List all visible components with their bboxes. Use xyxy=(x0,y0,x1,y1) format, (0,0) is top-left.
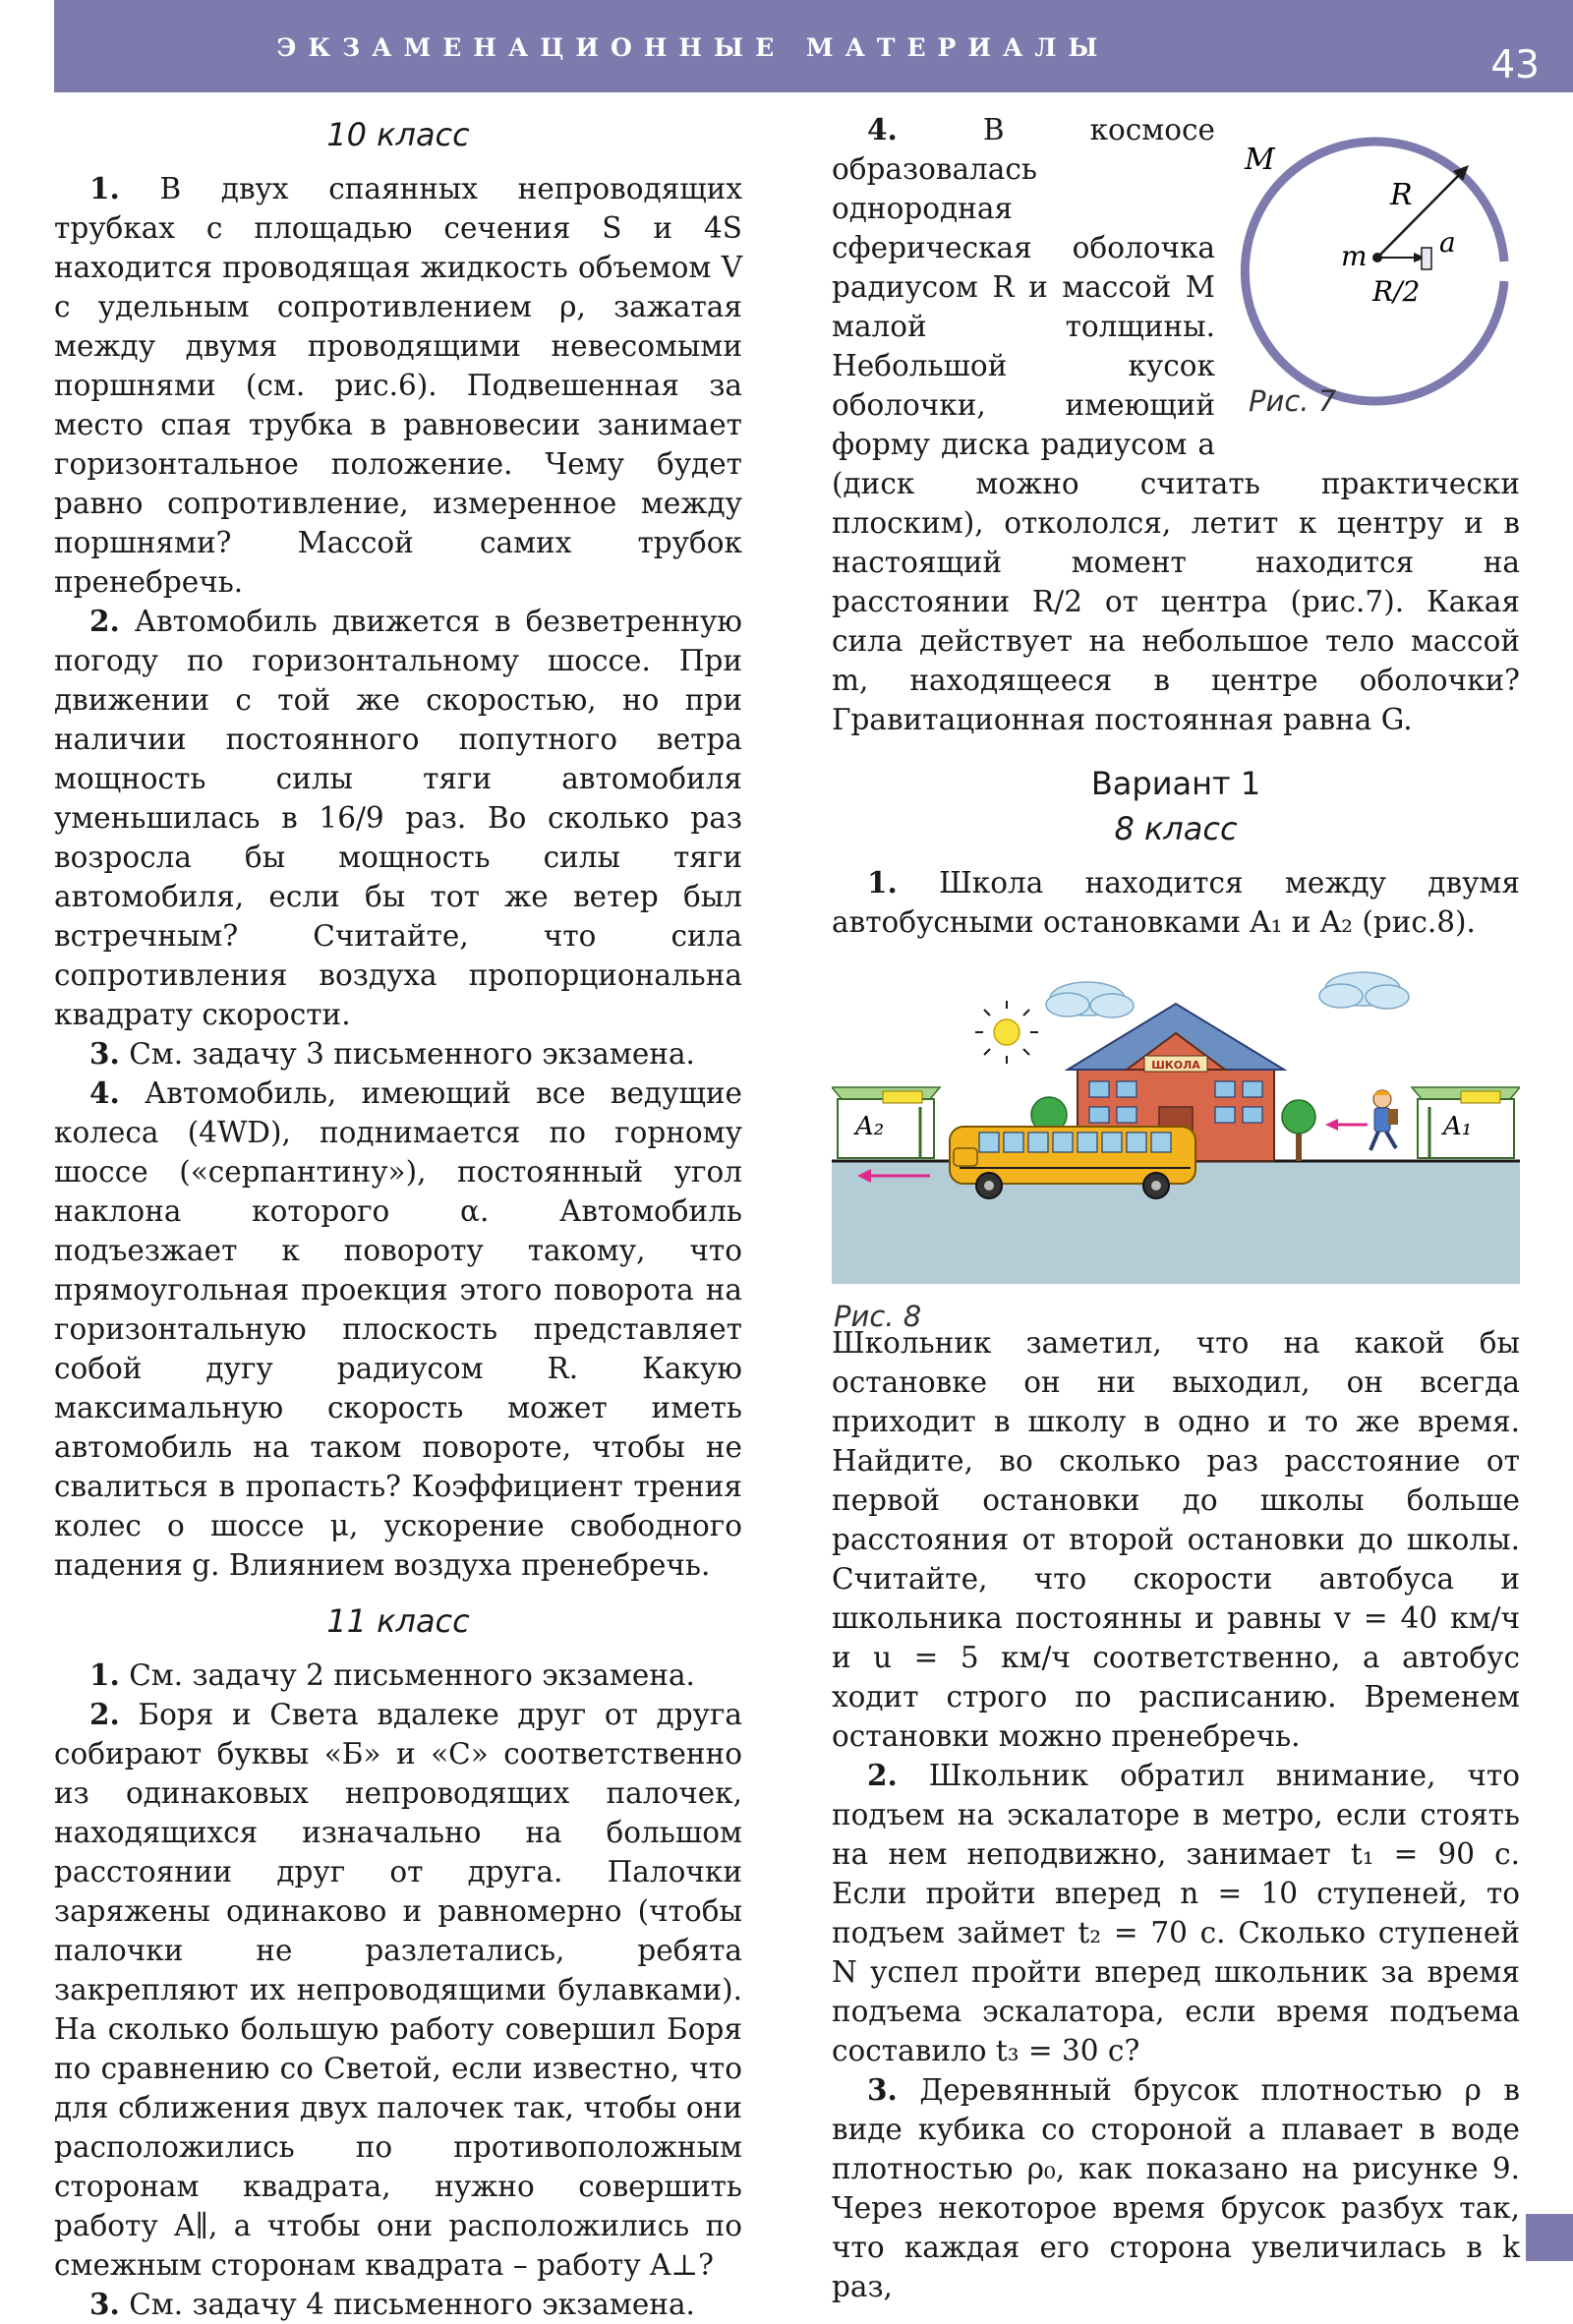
grade-11-heading: 11 класс xyxy=(326,1602,470,1640)
tree-icon xyxy=(1282,1100,1315,1161)
page-header xyxy=(54,0,1573,92)
problem-10-4-right: 4. В космосе образовалась однородная сферическая оболочка радиусом R и массой M малой толщины. Небольшой кусок оболочки, имеющий форму диска радиусом a (диск можно считать практически плоским), откололся, летит к центру и в настоящий момент находится на расстоянии R/2 от центра (рис.7). Какая сила действует на небольшое тело массой m, находящееся в центре оболочки? Гравитационная постоянная равна G. xyxy=(832,112,1520,736)
cloud-icon xyxy=(1046,982,1134,1017)
problem-10-4: 4. Автомобиль, имеющий все ведущие колеса (4WD), поднимается по горному шоссе («серпантину»), постоянный угол наклона которого α. Автомобиль подъезжает к повороту такому, что прямоугольная проекция этого поворота на горизонтальную плоскость представляет собой дугу радиусом R. Какую максимальную скорость может иметь автомобиль на таком повороте, чтобы не свалиться в пропасть? Коэффициент трения колес о шоссе μ, ускорение свободного падения g. Влиянием воздуха пренебречь. xyxy=(54,1075,742,1582)
bus-stop-right xyxy=(1412,1087,1520,1158)
problem-10-2: 2. Автомобиль движется в безветренную погоду по горизонтальному шоссе. При движении с той же скоростью, но при наличии постоянного попутного ветра мощность силы тяги автомобиля уменьшилась в 16/9 раз. Во сколько раз возросла бы мощность силы тяги автомобиля, если бы тот же ветер был встречным? Считайте, что сила сопротивления воздуха пропорциональна квадрату скорости. xyxy=(54,604,742,1031)
student-direction-arrow xyxy=(1325,1119,1368,1131)
stop-left-label: A₂ xyxy=(855,1112,885,1141)
shell-ring xyxy=(1245,142,1504,401)
school-sign: ШКОЛА xyxy=(1151,1059,1200,1072)
stop-right-label: A₁ xyxy=(1443,1112,1473,1141)
label-R-half: R/2 xyxy=(1372,275,1421,308)
grade-10-heading: 10 класс xyxy=(326,116,470,153)
variant-heading: Вариант 1 xyxy=(1090,765,1261,802)
label-a: a xyxy=(1439,226,1456,259)
problem-8-2: 2. Школьник обратил внимание, что подъем на эскалаторе в метро, если стоять на нем неподвижно, занимает t₁ = 90 с. Если пройти вперед n = 10 ступеней, то подъем займет t₂ = 70 с. Сколько ступеней N успел пройти вперед школьник за время подъема эскалатора, если время подъема составило t₃ = 30 с? xyxy=(832,1758,1520,2067)
problem-8-1: 1. Школа находится между двумя автобусными остановками A₁ и A₂ (рис.8). xyxy=(832,865,1520,939)
label-m: m xyxy=(1341,240,1368,272)
page-corner-marker xyxy=(1526,2214,1573,2261)
cloud-icon xyxy=(1319,972,1409,1009)
disk-fragment xyxy=(1422,248,1431,269)
grade-8-heading: 8 класс xyxy=(1114,810,1238,847)
page-number: 43 xyxy=(1490,43,1540,87)
left-column xyxy=(54,110,742,2324)
problem-11-2: 2. Боря и Света вдалеке друг от друга собирают буквы «Б» и «С» соответственно из одинаковых непроводящих палочек, находящихся изначально на большом расстоянии друг от друга. Палочки заряжены одинаково и равномерно (чтобы палочки не разлетались, ребята закрепляют их непроводящими булавками). На сколько большую работу совершил Боря по сравнению со Светой, если известно, что для сближения двух палочек так, чтобы они расположились по противоположным сторонам квадрата, нужно совершить работу A∥, а чтобы они расположились по смежным сторонам квадрата – работу A⊥? xyxy=(54,1697,742,2282)
problem-10-3: 3. См. задачу 3 письменного экзамена. xyxy=(89,1036,695,1071)
problem-8-3: 3. Деревянный брусок плотностью ρ в виде кубика со стороной a плавает в воде плотностью ρ₀, как показано на рисунке 9. Через некоторое время брусок разбух так, что каждая его сторона увеличилась в k раз, xyxy=(832,2072,1520,2303)
section-title: ЭКЗАМЕНАЦИОННЫЕ МАТЕРИАЛЫ xyxy=(276,33,1110,62)
school-bus-illustration xyxy=(832,969,1520,1284)
figure-8-caption: Рис. 8 xyxy=(834,1300,922,1333)
label-M: M xyxy=(1245,143,1275,177)
label-R: R xyxy=(1390,178,1413,212)
problem-11-1: 1. См. задачу 2 письменного экзамена. xyxy=(89,1657,695,1692)
problem-10-1: 1. В двух спаянных непроводящих трубках с площадью сечения S и 4S находится проводящая жидкость объемом V с удельным сопротивлением ρ, зажатая между двумя проводящими невесомыми поршнями (см. рис.6). Подвешенная за место спая трубка в равновесии занимает горизонтальное положение. Чему будет равно сопротивление, измеренное между поршнями? Массой самих трубок пренебречь. xyxy=(54,171,742,599)
bus-stop-left xyxy=(832,1087,940,1158)
figure-7-caption: Рис. 7 xyxy=(1249,384,1337,418)
shell-diagram xyxy=(1225,104,1530,419)
figure-8 xyxy=(832,969,1520,1333)
figure-7 xyxy=(1225,104,1530,443)
student-figure xyxy=(1370,1090,1398,1150)
problem-11-3: 3. См. задачу 4 письменного экзамена. xyxy=(89,2287,695,2321)
problem-8-1-continued: Школьник заметил, что на какой бы остановке он ни выходил, он всегда приходит в школу в одно и то же время. Найдите, во сколько раз расстояние от первой остановки до школы больше расстояния от второй остановки до школы. Считайте, что скорости автобуса и школьника постоянны и равны v = 40 км/ч и u = 5 км/ч соответственно, а автобус ходит строго по расписанию. Временем остановки можно пренебречь. xyxy=(832,1326,1520,1753)
sun-icon xyxy=(975,1001,1038,1064)
right-column xyxy=(832,110,1520,2306)
